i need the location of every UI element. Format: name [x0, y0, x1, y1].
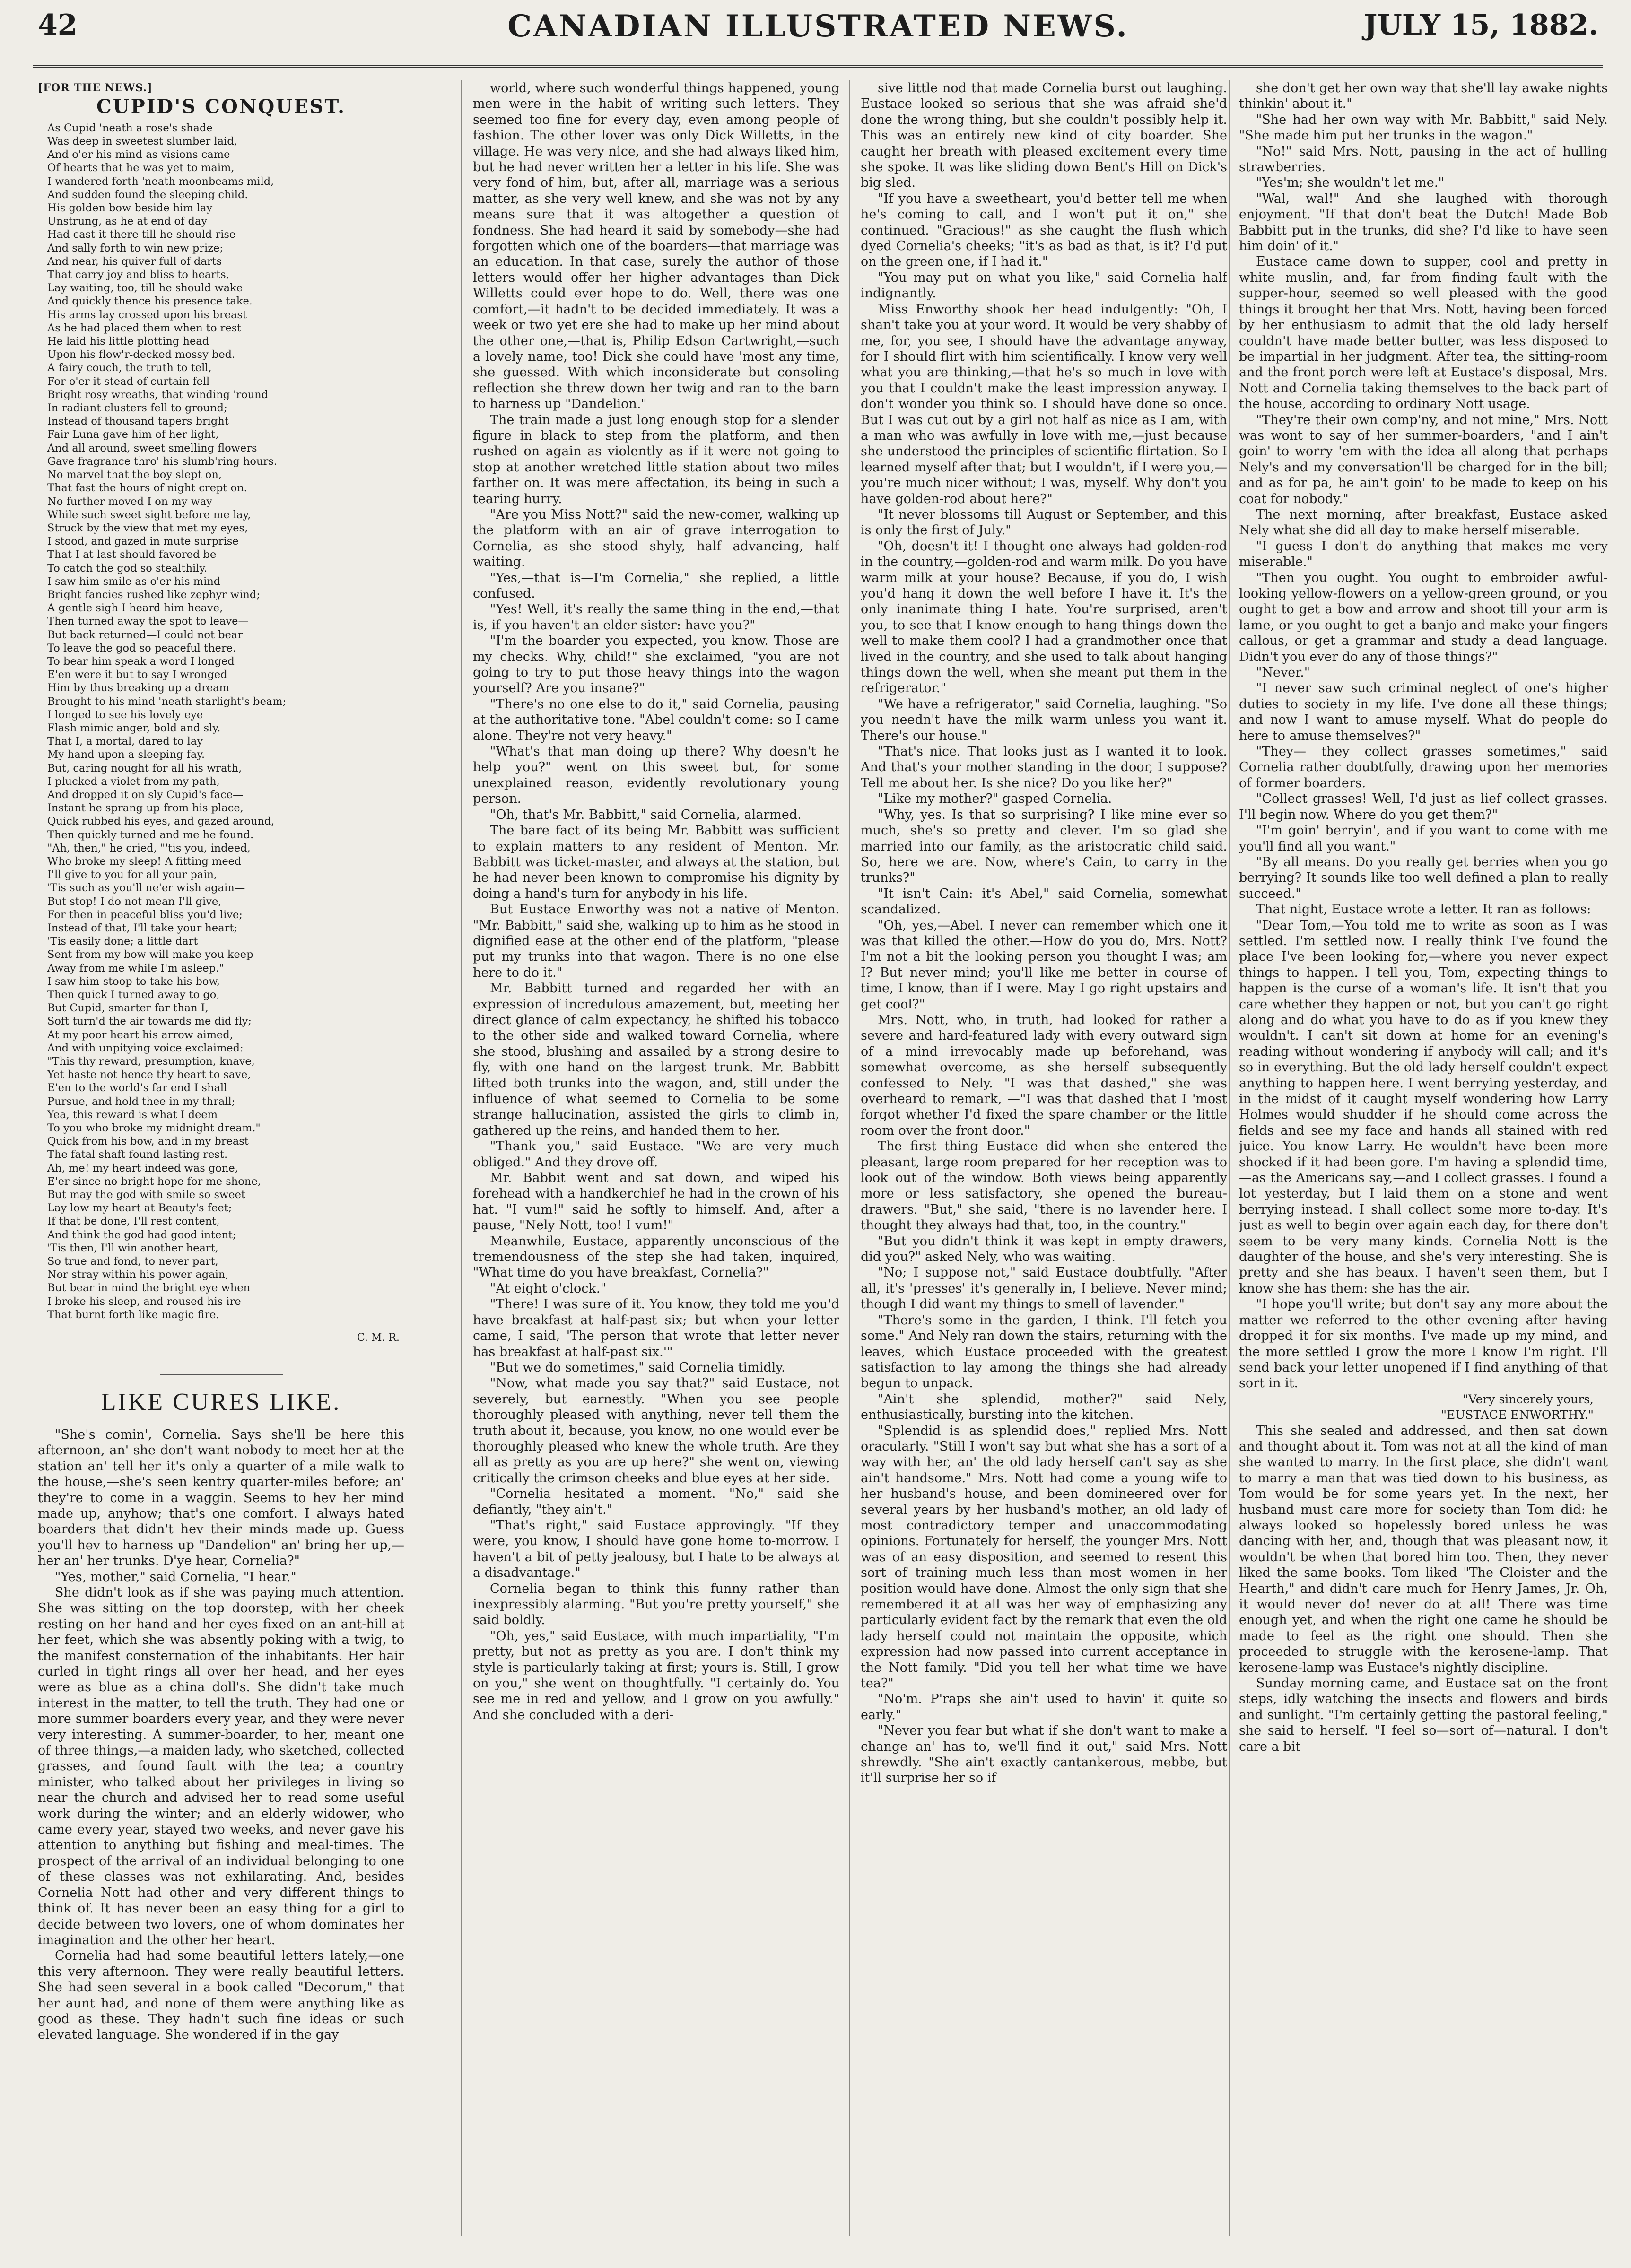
poem-line: I plucked a violet from my path,: [47, 775, 220, 788]
story-paragraph: "Yes'm; she wouldn't let me.": [1256, 175, 1444, 191]
poem-line: Flash mimic anger, bold and sly.: [47, 721, 221, 734]
poem-line: But back returned—I could not bear: [47, 628, 243, 641]
poem-line: That carry joy and bliss to hearts,: [47, 269, 229, 281]
story-paragraph: "But you didn't think it was kept in empty drawers, did you?" asked Nely, who was waiting.: [861, 1234, 1227, 1265]
story-paragraph: "They're their own comp'ny, and not mine," Mrs. Nott was wont to say of her summer-boarders, "and I ain't goin' to worry 'em with the idea all along that perhaps Nely's and my conversation'll be charged for in the bill; and as for pa, he ain't goin' to be made to keep on his coat for nobody.": [1239, 412, 1608, 506]
poem-line: And all around, sweet smelling flowers: [47, 442, 257, 454]
story-column-2-text: [473, 80, 839, 1723]
story-paragraph: "Yes! Well, it's really the same thing in the end,—that is, if you haven't an elder sister: have you?": [473, 602, 839, 633]
poem-line: I saw him smile as o'er his mind: [47, 575, 221, 588]
poem-line: Struck by the view that met my eyes,: [47, 521, 248, 534]
poem-line: That fast the hours of night crept on.: [47, 482, 247, 495]
poem-line: But stop! I do not mean I'll give,: [47, 895, 222, 908]
poem-line: Ah, me! my heart indeed was gone,: [47, 1162, 238, 1174]
poem-line: Sent from my bow will make you keep: [47, 948, 253, 961]
story-paragraph: "Very sincerely yours,: [1463, 1392, 1594, 1406]
poem-line: Bright fancies rushed like zephyr wind;: [47, 588, 260, 601]
column-2: [473, 80, 839, 2236]
story-paragraph: "Oh, that's Mr. Babbitt," said Cornelia, alarmed.: [490, 807, 802, 822]
story-paragraph: "No'm. P'raps she ain't used to havin' it quite so early.": [861, 1692, 1227, 1722]
story-paragraph: "Thank you," said Eustace. "We are very much obliged." And they drove off.: [473, 1139, 839, 1170]
poem-line: To leave the god so peaceful there.: [47, 642, 236, 654]
story-paragraph: But Eustace Enworthy was not a native of Menton. "Mr. Babbitt," said she, walking up to him as he stood in dignified ease at the other end of the platform, "please put my trunks into that wagon. There is no one else here to do it.": [473, 902, 839, 980]
story-paragraph: "There's no one else to do it," said Cornelia, pausing at the authoritative tone. "Abel couldn't come: so I came alone. They're not very heavy.": [473, 696, 839, 743]
story-paragraph: Eustace came down to supper, cool and pretty in white muslin, and, far from finding fault with the supper-hour, seemed so well pleased with the good things it brought her that Mrs. Nott, having been forced by her enthusiasm to admit that the old lady herself couldn't have made better butter, was less disposed to be impartial in her judgment. After tea, the sitting-room and the front porch were left at Eustace's disposal, Mrs. Nott and Cornelia taking themselves to the back part of the house, according to ordinary Nott usage.: [1239, 254, 1608, 412]
story-paragraph: "At eight o'clock.": [490, 1281, 606, 1296]
poem-line: I saw him stoop to take his bow,: [47, 975, 220, 988]
poem-line: Instead of thousand tapers bright: [47, 415, 229, 428]
story-paragraph: The next morning, after breakfast, Eustace asked Nely what she did all day to make herself miserable.: [1239, 507, 1608, 538]
story-paragraph: Mr. Babbitt turned and regarded her with an expression of incredulous amazement, but, meeting her direct glance of calm expectancy, he shifted his tobacco to the other side and walked toward Cornelia, where she stood, blushing and assailed by a strong desire to fly, with one hand on the largest trunk. Mr. Babbitt lifted both trunks into the wagon, and, still under the influence of what seemed to Cornelia to be some strange hallucination, assisted the girls to climb in, gathered up the reins, and handed them to her.: [473, 981, 839, 1138]
story-paragraph: "Yes,—that is—I'm Cornelia," she replied, a little confused.: [473, 570, 839, 601]
poem-line: E'en were it but to say I wronged: [47, 669, 227, 681]
story-paragraph: "By all means. Do you really get berries when you go berrying? It sounds like too well defined a plan to really succeed.": [1239, 854, 1608, 901]
poem-signature: C. M. R.: [357, 1332, 400, 1344]
story-paragraph: The train made a just long enough stop for a slender figure in black to step from the platform, and then rushed on again as violently as if it were not going to stop at another wretched little station about two miles farther on. It was mere affectation, its being in such a tearing hurry.: [473, 412, 839, 506]
poem-line: That burnt forth like magic fire.: [47, 1308, 219, 1321]
story-paragraph: she don't get her own way that she'll lay awake nights thinkin' about it.": [1239, 81, 1608, 112]
column-1: [38, 80, 404, 2236]
story-paragraph: This she sealed and addressed, and then sat down and thought about it. Tom was not at all the kind of man she wanted to marry. In the first place, she didn't want to marry a man that was tied down to his business, as Tom would be for some years yet. In the next, her husband must care more for society than Tom did: he always looked so hopelessly bored unless he was dancing with her, and, though that was pleasant now, it wouldn't be when that bored him too. Then, they never liked the same books. Tom liked "The Cloister and the Hearth," and didn't care much for Henry James, Jr. Oh, it would never do! never do at all! There was time enough yet, and when the right one came he should be made to feel as the right one should. Then she proceeded to struggle with the kerosene-lamp. That kerosene-lamp was Eustace's nightly discipline.: [1239, 1423, 1608, 1675]
story-paragraph: Sunday morning came, and Eustace sat on the front steps, idly watching the insects and flowers and birds and sunlight. "I'm certainly getting the pastoral feeling," she said to herself. "I feel so—sort of—natural. I don't care a bit: [1239, 1676, 1608, 1754]
poem-line: So true and fond, to never part,: [47, 1255, 218, 1268]
poem-line: And think the god had good intent;: [47, 1228, 236, 1241]
poem-line: But bear in mind the bright eye when: [47, 1282, 251, 1295]
story-paragraph: "It never blossoms till August or September, and this is only the first of July.": [861, 507, 1227, 538]
poem-line: In radiant clusters fell to ground;: [47, 402, 227, 415]
poem-line: I'll give to you for all your pain,: [47, 869, 218, 881]
poem-line: Yet haste not hence thy heart to save,: [47, 1069, 251, 1081]
poem-line: The fatal shaft found lasting rest.: [47, 1148, 228, 1161]
poem-line: "Ah, then," he cried, "'tis you, indeed,: [47, 842, 251, 854]
poem-line: Quick from his bow, and in my breast: [47, 1135, 249, 1148]
story-paragraph: Cornelia had had some beautiful letters lately,—one this very afternoon. They were really beautiful letters. She had seen several in a book called "Decorum," that her aunt had, and none of them were anything like as good as these. They hadn't such fine ideas or such elevated language. She wondered if in the gay: [38, 1948, 404, 2042]
poem-line: I broke his sleep, and roused his ire: [47, 1295, 241, 1308]
column-rule: [1229, 80, 1230, 2236]
story-paragraph: "What's that man doing up there? Why doesn't he help you?" went on this sweet but, for some unexplained reason, evidently revolutionary young person.: [473, 744, 839, 807]
story-paragraph: world, where such wonderful things happened, young men were in the habit of writing such letters. They seemed too fine for every day, even among people of fashion. The other lover was only Dick Willetts, in the village. He was very nice, and she had always liked him, but he had never written her a letter in his life. She was very fond of him, but, after all, marriage was a serious matter, as she very well knew, and she was not by any means sure that it was altogether a question of fondness. She had heard it said by somebody—she had forgotten which one of the boarders—that marriage was an education. In that case, surely the author of those letters would offer her higher advantages than Dick Willetts could ever hope to do. Well, there was one comfort,—it hadn't to be decided immediately. It was a week or two yet ere she had to make up her mind about the other one,—that is, Philip Edson Cartwright,—such a lovely name, too! Dick she could have 'most any time, she guessed. With which inconsiderate but consoling reflection she threw down her twig and ran to the barn to harness up "Dandelion.": [473, 81, 839, 412]
story-paragraph: "She had her own way with Mr. Babbitt," said Nely. "She made him put her trunks in the wagon.": [1239, 112, 1608, 143]
story-paragraph: "Now, what made you say that?" said Eustace, not severely, but earnestly. "When you see people thoroughly pleased with anything, never tell them the truth about it, because, you know, no one would ever be thoroughly pleased who knew the whole truth. Are they all as pretty as you are up here?" she went on, viewing critically the crimson cheeks and blue eyes at her side.: [473, 1376, 839, 1486]
story-paragraph: "I never saw such criminal neglect of one's higher duties to society in my life. I've done all these things; and now I want to amuse myself. What do people do here to amuse themselves?": [1239, 681, 1608, 743]
poem-line: While such sweet sight before me lay,: [47, 508, 251, 521]
poem-line: Gave fragrance thro' his slumb'ring hours.: [47, 455, 277, 468]
poem-line: I stood, and gazed in mute surprise: [47, 535, 239, 548]
poem-line: Soft turn'd the air towards me did fly;: [47, 1015, 252, 1028]
poem-line: He laid his little plotting head: [47, 335, 209, 348]
poem-line: Then quickly turned and me he found.: [47, 828, 254, 841]
poem-line: At my poor heart his arrow aimed,: [47, 1028, 233, 1041]
poem-line: Him by thus breaking up a dream: [47, 682, 229, 695]
poem-line: I wandered forth 'neath moonbeams mild,: [47, 175, 274, 188]
story-paragraph: "Never you fear but what if she don't want to make a change an' has to, we'll find it out," said Mrs. Nott shrewdly. "She ain't exactly cantankerous, mebbe, but it'll surprise her so if: [861, 1723, 1227, 1786]
poem-line: Lay low my heart at Beauty's feet;: [47, 1202, 232, 1215]
poem-line: Of hearts that he was yet to maim,: [47, 162, 235, 174]
poem-line: Lay waiting, too, till he should wake: [47, 282, 243, 295]
column-rule: [461, 80, 462, 2236]
poem-line: But may the god with smile so sweet: [47, 1189, 245, 1201]
story-column-1-text: [38, 1427, 404, 2043]
story-paragraph: sive little nod that made Cornelia burst out laughing. Eustace looked so serious that she was afraid she'd done the wrong thing, but she couldn't possibly help it. This was an entirely new kind of city boarder. She caught her breath with pleased excitement every time she spoke. It was like sliding down Bent's Hill on Dick's big sled.: [861, 81, 1227, 191]
story-paragraph: Meanwhile, Eustace, apparently unconscious of the tremendousness of the step she had taken, inquired, "What time do you have breakfast, Cornelia?": [473, 1234, 839, 1280]
story-paragraph: "Never.": [1256, 665, 1310, 680]
poem-line: Instead of that, I'll take your heart;: [47, 922, 238, 934]
story-paragraph: "Ain't she splendid, mother?" said Nely, enthusiastically, bursting into the kitchen.: [861, 1391, 1227, 1423]
story-paragraph: Miss Enworthy shook her head indulgently: "Oh, I shan't take you at your word. It would be very shabby of me, for, you see, I should have the advantage anyway, for I should flirt with him scientifically. I know very well what you are thinking,—that he's so much in love with you that I couldn't make the least impression anyway. I don't wonder you think so. I should have done so once. But I was cut out by a girl not half as nice as I am, with a man who was awfully in love with me,—just because she understood the principles of scientific flirtation. So I learned myself after that; but I wouldn't, if I were you,—you're much nicer without; I was, myself. Why don't you have golden-rod about here?": [861, 302, 1227, 506]
story-paragraph: "No!" said Mrs. Nott, pausing in the act of hulling strawberries.: [1239, 144, 1608, 175]
story-paragraph: "But we do sometimes," said Cornelia timidly.: [490, 1360, 785, 1375]
story-paragraph: Mrs. Nott, who, in truth, had looked for rather a severe and hard-featured lady with every outward sign of a mind irrevocably made up beforehand, was somewhat overcome, as she herself subsequently confessed to Nely. "I was that dashed," she was overheard to remark, —"I was that dashed that I 'most forgot whether I'd fixed the spare chamber or the little room over the front door.": [861, 1012, 1227, 1138]
story-paragraph: "Oh, doesn't it! I thought one always had golden-rod in the country,—golden-rod and warm milk. Do you have warm milk at your house? Because, if you do, I wish you'd hang it down the well before I have it. It's the only inanimate thing I hate. You're surprised, aren't you, to see that I know enough to hang things down the well to make them cool? I had a grandmother once that lived in the country, and she used to talk about hanging things down the well, when she meant put them in the refrigerator.": [861, 539, 1227, 696]
poem-line: No further moved I on my way: [47, 495, 212, 508]
story-paragraph: "Why, yes. Is that so surprising? I like mine ever so much, she's so pretty and clever. I'm so glad she married into our family, as the aristocratic child said. So, here we are. Now, where's Cain, to carry in the trunks?": [861, 807, 1227, 886]
poem-line: But, caring nought for all his wrath,: [47, 762, 242, 774]
column-3: [861, 80, 1227, 2236]
poem-line: Then turned away the spot to leave—: [47, 615, 249, 628]
story-paragraph: "I'm the boarder you expected, you know. Those are my checks. Why, child!" she exclaimed, "you are not going to try to put those heavy things into the wagon yourself? Are you insane?": [473, 634, 839, 696]
poem-line: For then in peaceful bliss you'd live;: [47, 908, 243, 921]
story-paragraph: "That's right," said Eustace approvingly. "If they were, you know, I should have gone home to-morrow. I haven't a bit of petty jealousy, but I hate to be always at a disadvantage.": [473, 1518, 839, 1581]
poem-line: Fair Luna gave him of her light,: [47, 428, 219, 441]
poem-line: E'er since no bright hope for me shone,: [47, 1175, 261, 1188]
story-column-3-text: [861, 80, 1227, 1786]
poem-source: [FOR THE NEWS.]: [38, 82, 153, 94]
story-paragraph: The first thing Eustace did when she entered the pleasant, large room prepared for her reception was to look out of the window. Both views being apparently more or less satisfactory, she opened the bureau-drawers. "But," she said, "there is no lavender here. I thought they always had that, too, in the country.": [861, 1139, 1227, 1233]
story-paragraph: "She's comin', Cornelia. Says she'll be here this afternoon, an' she don't want nobody to meet her at the station an' tell her it's only a quarter of a mile walk to the house,—she's seen kentry quarter-miles before; an' they're to come in a waggin. Seems to hev her mind made up, anyhow; that's one comfort. I always hated boarders that didn't hev their minds made up. Guess you'll hev to harness up "Dandelion" an' bring her up,—her an' her trunks. D'ye hear, Cornelia?": [38, 1427, 404, 1569]
poem-line: And o'er his mind as visions came: [47, 148, 230, 161]
poem-line: Brought to his mind 'neath starlight's beam;: [47, 695, 287, 708]
poem-line: And sudden found the sleeping child.: [47, 188, 248, 201]
story-paragraph: Cornelia began to think this funny rather than inexpressibly alarming. "But you're pretty yourself," she said boldly.: [473, 1581, 839, 1628]
story-paragraph: "Wal, wal!" And she laughed with thorough enjoyment. "If that don't beat the Dutch! Made Bob Babbitt put in the trunks, did she? I'd like to have seen him doin' of it.": [1239, 191, 1608, 254]
story-paragraph: "I hope you'll write; but don't say any more about the matter we referred to the other evening after having dropped it for six months. I've made up my mind, and the more settled I grow the more I know I'm right. I'll send back your letter unopened if I find anything of that sort in it.: [1239, 1297, 1608, 1391]
story-paragraph: "Are you Miss Nott?" said the new-comer, walking up the platform with an air of grave interrogation to Cornelia, as she stood shyly, half advancing, half waiting.: [473, 507, 839, 570]
story-paragraph: "It isn't Cain: it's Abel," said Cornelia, somewhat scandalized.: [861, 886, 1227, 917]
poem-line: To catch the god so stealthily.: [47, 562, 208, 574]
poem-line: To bear him speak a word I longed: [47, 655, 235, 668]
story-paragraph: "Oh, yes," said Eustace, with much impartiality, "I'm pretty, but not as pretty as you are. I don't think my style is particularly taking at first; yours is. Still, I grow on you," she went on thoughtfully. "I certainly do. You see me in red and yellow, and I grow on you awfully." And she concluded with a deri-: [473, 1628, 839, 1722]
story-paragraph: "Then you ought. You ought to embroider awful-looking yellow-flowers on a yellow-green ground, or you ought to get a bow and arrow and shoot till your arm is lame, or you ought to get a banjo and make your fingers callous, or get a grammar and study a dead language. Didn't you ever do any of those things?": [1239, 570, 1608, 664]
story-paragraph: "If you have a sweetheart, you'd better tell me when he's coming to call, and I won't put it on," she continued. "Gracious!" as she caught the flush which dyed Cornelia's cheeks; "it's as bad as that, is it? I'd put on the green one, if I had it.": [861, 191, 1227, 269]
story-paragraph: "Cornelia hesitated a moment. "No," said she defiantly, "they ain't.": [473, 1486, 839, 1517]
story-paragraph: "Dear Tom,—You told me to write as soon as I was settled. I'm settled now. I really think I've found the place I've been looking for,—where you never expect things to happen. I tell you, Tom, expecting things to happen is the curse of a woman's life. It isn't that you care whether they happen or not, but you can't go right along and do what you have to do as if you knew they wouldn't. I can't sit down at home for an evening's reading without wondering if anybody will call; and it's so in everything. But the old lady herself couldn't expect anything to happen here. I went berrying yesterday, and in the midst of it caught myself wondering how Larry Holmes would shudder if he should come across the fields and see my face and hands all stained with red juice. You know Larry. He wouldn't have been more shocked if it had been gore. I'm having a splendid time,—as the Americans say,—and I collect grasses. I found a lot yesterday, but I laid them on a stone and went berrying instead. I shall collect some more to-day. It's just as well to begin over again each day, for there don't seem to be very many kinds. Cornelia Nott is the daughter of the house, and she's very interesting. She is pretty and she has beaux. I haven't seen them, but I know she has them: she has the air.: [1239, 918, 1608, 1296]
poem-line: And sally forth to win new prize;: [47, 242, 223, 254]
poem-line: Then quick I turned away to go,: [47, 989, 220, 1001]
story-paragraph: The bare fact of its being Mr. Babbitt was sufficient to explain matters to any resident of Menton. Mr. Babbitt was ticket-master, and always at the station, but he had never been known to compromise his dignity by doing a hand's turn for anybody in his life.: [473, 823, 839, 901]
poem-title: CUPID'S CONQUEST.: [96, 96, 346, 118]
poem-line: Away from me while I'm asleep.": [47, 962, 224, 974]
poem-line: And dropped it on sly Cupid's face—: [47, 788, 244, 801]
poem-body: [38, 122, 404, 1321]
page-number: 42: [38, 9, 78, 42]
poem-line: As Cupid 'neath a rose's shade: [47, 122, 213, 134]
story-paragraph: "That's nice. That looks just as I wanted it to look. And that's your mother standing in the door, I suppose? Tell me about her. Is she nice? Do you like her?": [861, 744, 1227, 791]
story-paragraph: "EUSTACE ENWORTHY.": [1441, 1408, 1594, 1422]
story-paragraph: "I'm goin' berryin', and if you want to come with me you'll find all you want.": [1239, 823, 1608, 854]
poem-line: My hand upon a sleeping fay.: [47, 748, 205, 761]
poem-line: Yea, this reward is what I deem: [47, 1108, 218, 1121]
story-paragraph: "No; I suppose not," said Eustace doubtfully. "After all, it's 'presses' it's generally in, I believe. Never mind; though I did want my things to smell of lavender.": [861, 1265, 1227, 1312]
poem-line: Instant he sprang up from his place,: [47, 802, 244, 815]
poem-line: E'en to the world's far end I shall: [47, 1082, 227, 1095]
poem-line: Quick rubbed his eyes, and gazed around,: [47, 815, 275, 828]
poem-line: That I, a mortal, dared to lay: [47, 735, 203, 748]
poem-line: Pursue, and hold thee in my thrall;: [47, 1095, 235, 1108]
poem-line: Unstrung, as he at end of day: [47, 215, 208, 228]
column-4: [1239, 80, 1608, 2236]
poem-line: No marvel that the boy slept on,: [47, 469, 222, 481]
poem-line: Had cast it there till he should rise: [47, 228, 236, 241]
story-paragraph: "There! I was sure of it. You know, they told me you'd have breakfast at half-past six; but when your letter came, I said, 'The person that wrote that letter never has breakfast at half-past six.'": [473, 1297, 839, 1359]
story-column-4-text: [1239, 80, 1608, 1755]
poem-line: "This thy reward, presumption, knave,: [47, 1055, 255, 1068]
poem-line: Nor stray within his power again,: [47, 1269, 229, 1281]
section-divider: [160, 1374, 283, 1375]
poem-line: His golden bow beside him lay: [47, 202, 213, 215]
poem-line: But Cupid, smarter far than I,: [47, 1002, 209, 1015]
story-paragraph: "Oh, yes,—Abel. I never can remember which one it was that killed the other.—How do you do, Mrs. Nott? I'm not a bit the looking person you thought I was; am I? But never mind; you'll like me better in course of time, I know, than if I were. May I go right upstairs and get cool?": [861, 918, 1227, 1012]
story-paragraph: She didn't look as if she was paying much attention. She was sitting on the top doorstep, with her cheek resting on her hand and her eyes fixed on an ant-hill at her feet, which she was absently poking with a twig, to the manifest consternation of the inhabitants. Her hair curled in tight rings all over her head, and her eyes were as blue as a china doll's. She didn't take much interest in the matter, to tell the truth. They had one or more summer boarders every year, and they were never very interesting. A summer-boarder, to her, meant one of three things,—a maiden lady, who sketched, collected grasses, and found fault with the tea; a country minister, who talked about her privileges in living so near the church and advised her to read some useful work during the winter; and an elderly widower, who came every year, stayed two weeks, and never gave his attention to anything but fishing and meal-times. The prospect of the arrival of an individual belonging to one of these classes was not exhilarating. And, besides Cornelia Nott had other and very different things to think of. It has never been an easy thing for a girl to decide between two lovers, one of whom dominates her imagination and the other her heart.: [38, 1585, 404, 1947]
poem-line: To you who broke my midnight dream.": [47, 1122, 261, 1135]
story-paragraph: "They— they collect grasses sometimes," said Cornelia rather doubtfully, drawing upon her memories of former boarders.: [1239, 744, 1608, 791]
story-paragraph: "We have a refrigerator," said Cornelia, laughing. "So you needn't have the milk warm unless you want it. There's our house.": [861, 696, 1227, 743]
story-paragraph: "Like my mother?" gasped Cornelia.: [878, 791, 1112, 807]
poem-line: Was deep in sweetest slumber laid,: [47, 135, 237, 148]
story-paragraph: "I guess I don't do anything that makes me very miserable.": [1239, 539, 1608, 570]
poem-line: And with unpitying voice exclaimed:: [47, 1042, 244, 1054]
poem-line: Who broke my sleep! A fitting meed: [47, 855, 242, 868]
poem-line: And near, his quiver full of darts: [47, 255, 222, 268]
poem-line: If that be done, I'll rest content,: [47, 1215, 220, 1228]
poem-line: His arms lay crossed upon his breast: [47, 308, 247, 321]
masthead: [33, 9, 1603, 68]
poem-line: Upon his flow'r-decked mossy bed.: [47, 348, 235, 361]
poem-line: For o'er it stead of curtain fell: [47, 375, 210, 388]
story-paragraph: "There's some in the garden, I think. I'll fetch you some." And Nely ran down the stairs, returning with the leaves, which Eustace proceeded with the greatest satisfaction to lay among the things she had already begun to unpack.: [861, 1312, 1227, 1391]
poem-line: That I at last should favored be: [47, 548, 217, 561]
poem-line: A fairy couch, the truth to tell,: [47, 362, 212, 374]
story-paragraph: "You may put on what you like," said Cornelia half indignantly.: [861, 270, 1227, 301]
poem-line: Bright rosy wreaths, that winding 'round: [47, 388, 269, 401]
poem-line: 'Tis such as you'll ne'er wish again—: [47, 882, 245, 895]
newspaper-title: CANADIAN ILLUSTRATED NEWS.: [507, 9, 1129, 44]
story-paragraph: Mr. Babbit went and sat down, and wiped his forehead with a handkerchief he had in the crown of his hat. "I vum!" said he softly to himself. And, after a pause, "Nely Nott, too! I vum!": [473, 1171, 839, 1233]
poem-line: As he had placed them when to rest: [47, 322, 242, 334]
column-rule: [849, 80, 850, 2236]
poem-line: 'Tis then, I'll win another heart,: [47, 1242, 218, 1254]
story-paragraph: That night, Eustace wrote a letter. It ran as follows:: [1256, 902, 1591, 917]
story-paragraph: "Splendid is as splendid does," replied Mrs. Nott oracularly. "Still I won't say but what she has a sort of a way with her, an' the old lady herself can't say as she ain't handsome." Mrs. Nott had come a young wife to her husband's house, and been domineered over for several years by her husband's mother, an old lady of most contradictory temper and unaccommodating opinions. Fortunately for herself, the younger Mrs. Nott was of an easy disposition, and seemed to resent this sort of training much less than most women in her position would have done. Almost the only sign that she remembered it at all was her way of emphasizing any particularly evident fact by the remark that even the old lady herself could not maintain the opposite, which expression had now passed into current acceptance in the Nott family. "Did you tell her what time we have tea?": [861, 1423, 1227, 1691]
story-paragraph: "Collect grasses! Well, I'd just as lief collect grasses. I'll begin now. Where do you get them?": [1239, 791, 1608, 822]
issue-date: JULY 15, 1882.: [1364, 9, 1598, 42]
poem-line: And quickly thence his presence take.: [47, 295, 253, 308]
poem-line: 'Tis easily done; a little dart: [47, 935, 198, 948]
poem-line: I longed to see his lovely eye: [47, 708, 203, 721]
story-title: LIKE CURES LIKE.: [101, 1388, 341, 1416]
story-paragraph: "Yes, mother," said Cornelia, "I hear.": [55, 1569, 297, 1584]
poem-line: A gentle sigh I heard him heave,: [47, 602, 223, 615]
